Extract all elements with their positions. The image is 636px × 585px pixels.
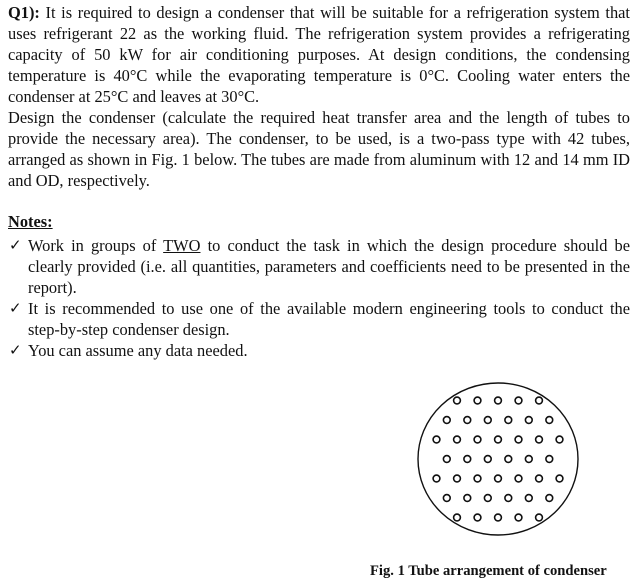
note-1-text-end: to conduct the task in which the design procedure should be clearly provided (i.e. all quantities, parameters and coefficients need to be presented in the report). xyxy=(28,236,631,297)
tube xyxy=(556,475,563,482)
tube xyxy=(515,397,522,404)
tube xyxy=(443,456,450,463)
note-3-text: You can assume any data needed. xyxy=(28,341,248,360)
tube xyxy=(505,495,512,502)
tube xyxy=(484,417,491,424)
tube xyxy=(515,436,522,443)
tube xyxy=(495,436,502,443)
tube xyxy=(454,475,461,482)
checkmark-icon: ✓ xyxy=(9,299,22,317)
question-paragraph xyxy=(8,2,630,107)
figure-caption: Fig. 1 Tube arrangement of condenser xyxy=(370,563,607,579)
tube-group xyxy=(433,397,563,521)
tube xyxy=(536,397,543,404)
note-item xyxy=(8,298,630,340)
tube xyxy=(443,417,450,424)
tube xyxy=(474,475,481,482)
tube xyxy=(546,417,553,424)
tube xyxy=(454,514,461,521)
tube xyxy=(454,436,461,443)
tube xyxy=(484,456,491,463)
tube xyxy=(536,475,543,482)
tube-arrangement-figure xyxy=(414,380,582,538)
tube xyxy=(474,397,481,404)
tube xyxy=(536,514,543,521)
tube xyxy=(474,514,481,521)
question-label: Q1): xyxy=(8,3,40,22)
checkmark-icon: ✓ xyxy=(9,236,22,254)
question-intro: It is required to design a condenser that will be suitable for a refrigeration system that uses refrigerant 22 as the working fluid. The refrigeration system provides a refrigerating capacity of 50 kW for air conditioning purposes. At design conditions, the condensing temperature is 40°C while the evaporating temperature is 0°C. Cooling water enters the condenser at 25°C and leaves at 30°C. xyxy=(8,3,630,106)
tube xyxy=(484,495,491,502)
tube xyxy=(515,514,522,521)
tube xyxy=(525,456,532,463)
note-item xyxy=(8,340,630,361)
note-1-text-start: Work in groups of xyxy=(28,236,164,255)
tube xyxy=(525,495,532,502)
tube xyxy=(546,495,553,502)
tube xyxy=(474,436,481,443)
tube xyxy=(464,417,471,424)
tube xyxy=(536,436,543,443)
tube xyxy=(556,436,563,443)
tube xyxy=(505,456,512,463)
note-item xyxy=(8,235,630,298)
tube xyxy=(505,417,512,424)
tube xyxy=(464,456,471,463)
notes-heading: Notes: xyxy=(8,212,53,231)
tube xyxy=(443,495,450,502)
tube xyxy=(454,397,461,404)
tube xyxy=(464,495,471,502)
document-page xyxy=(8,2,630,361)
tube xyxy=(515,475,522,482)
note-1-underlined: TWO xyxy=(163,236,201,255)
note-2-text: It is recommended to use one of the available modern engineering tools to conduct the step-by-step condenser design. xyxy=(28,299,630,339)
notes-list xyxy=(8,235,630,361)
tube xyxy=(495,397,502,404)
tube xyxy=(495,475,502,482)
question-task: Design the condenser (calculate the required heat transfer area and the length of tubes to provide the necessary area). The condenser, to be used, is a two-pass type with 42 tubes, arranged as shown in Fig. 1 below. The tubes are made from aluminum with 12 and 14 mm ID and OD, respectively. xyxy=(8,108,630,190)
checkmark-icon: ✓ xyxy=(9,341,22,359)
tube xyxy=(495,514,502,521)
shell-outline xyxy=(418,383,578,535)
tube xyxy=(433,436,440,443)
tube xyxy=(525,417,532,424)
tube xyxy=(546,456,553,463)
tube xyxy=(433,475,440,482)
